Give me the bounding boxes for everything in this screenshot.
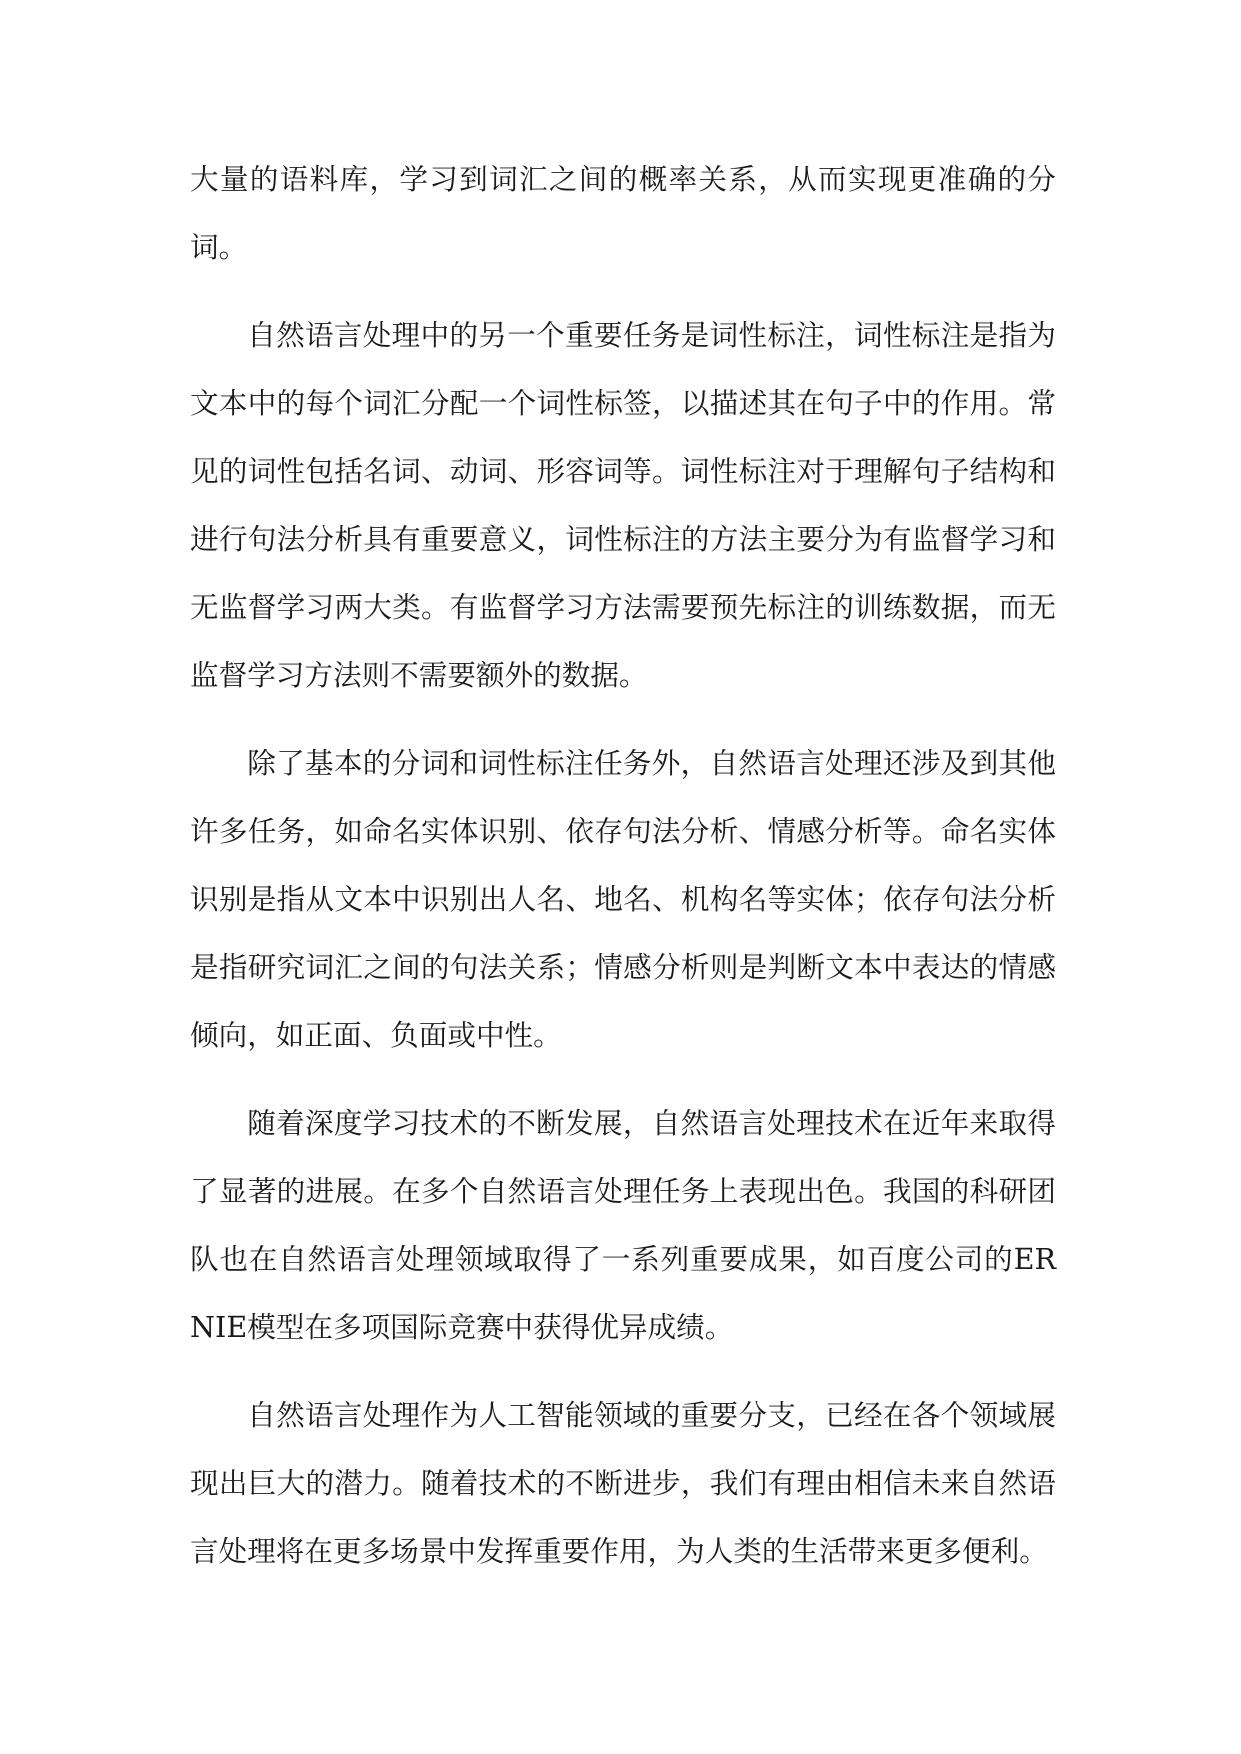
paragraph-continuation: 大量的语料库，学习到词汇之间的概率关系，从而实现更准确的分词。 xyxy=(190,162,1056,264)
paragraph-deep-learning: 随着深度学习技术的不断发展，自然语言处理技术在近年来取得了显著的进展。在多个自然语言处理任务上表现出色。我国的科研团队也在自然语言处理领域取得了一系列重要成果，如百度公司的ERNIE模型在多项国际竞赛中获得优异成绩。 xyxy=(190,1106,1056,1344)
paragraph-pos-tagging: 自然语言处理中的另一个重要任务是词性标注，词性标注是指为文本中的每个词汇分配一个词性标签，以描述其在句子中的作用。常见的词性包括名词、动词、形容词等。词性标注对于理解句子结构和进行句法分析具有重要意义，词性标注的方法主要分为有监督学习和无监督学习两大类。有监督学习方法需要预先标注的训练数据，而无监督学习方法则不需要额外的数据。 xyxy=(190,318,1056,692)
paragraph-other-tasks: 除了基本的分词和词性标注任务外，自然语言处理还涉及到其他许多任务，如命名实体识别、依存句法分析、情感分析等。命名实体识别是指从文本中识别出人名、地名、机构名等实体；依存句法分析是指研究词汇之间的句法关系；情感分析则是判断文本中表达的情感倾向，如正面、负面或中性。 xyxy=(190,746,1056,1052)
paragraph-conclusion: 自然语言处理作为人工智能领域的重要分支，已经在各个领域展现出巨大的潜力。随着技术的不断进步，我们有理由相信未来自然语言处理将在更多场景中发挥重要作用，为人类的生活带来更多便利。 xyxy=(190,1398,1056,1568)
document-body xyxy=(190,145,1056,1605)
